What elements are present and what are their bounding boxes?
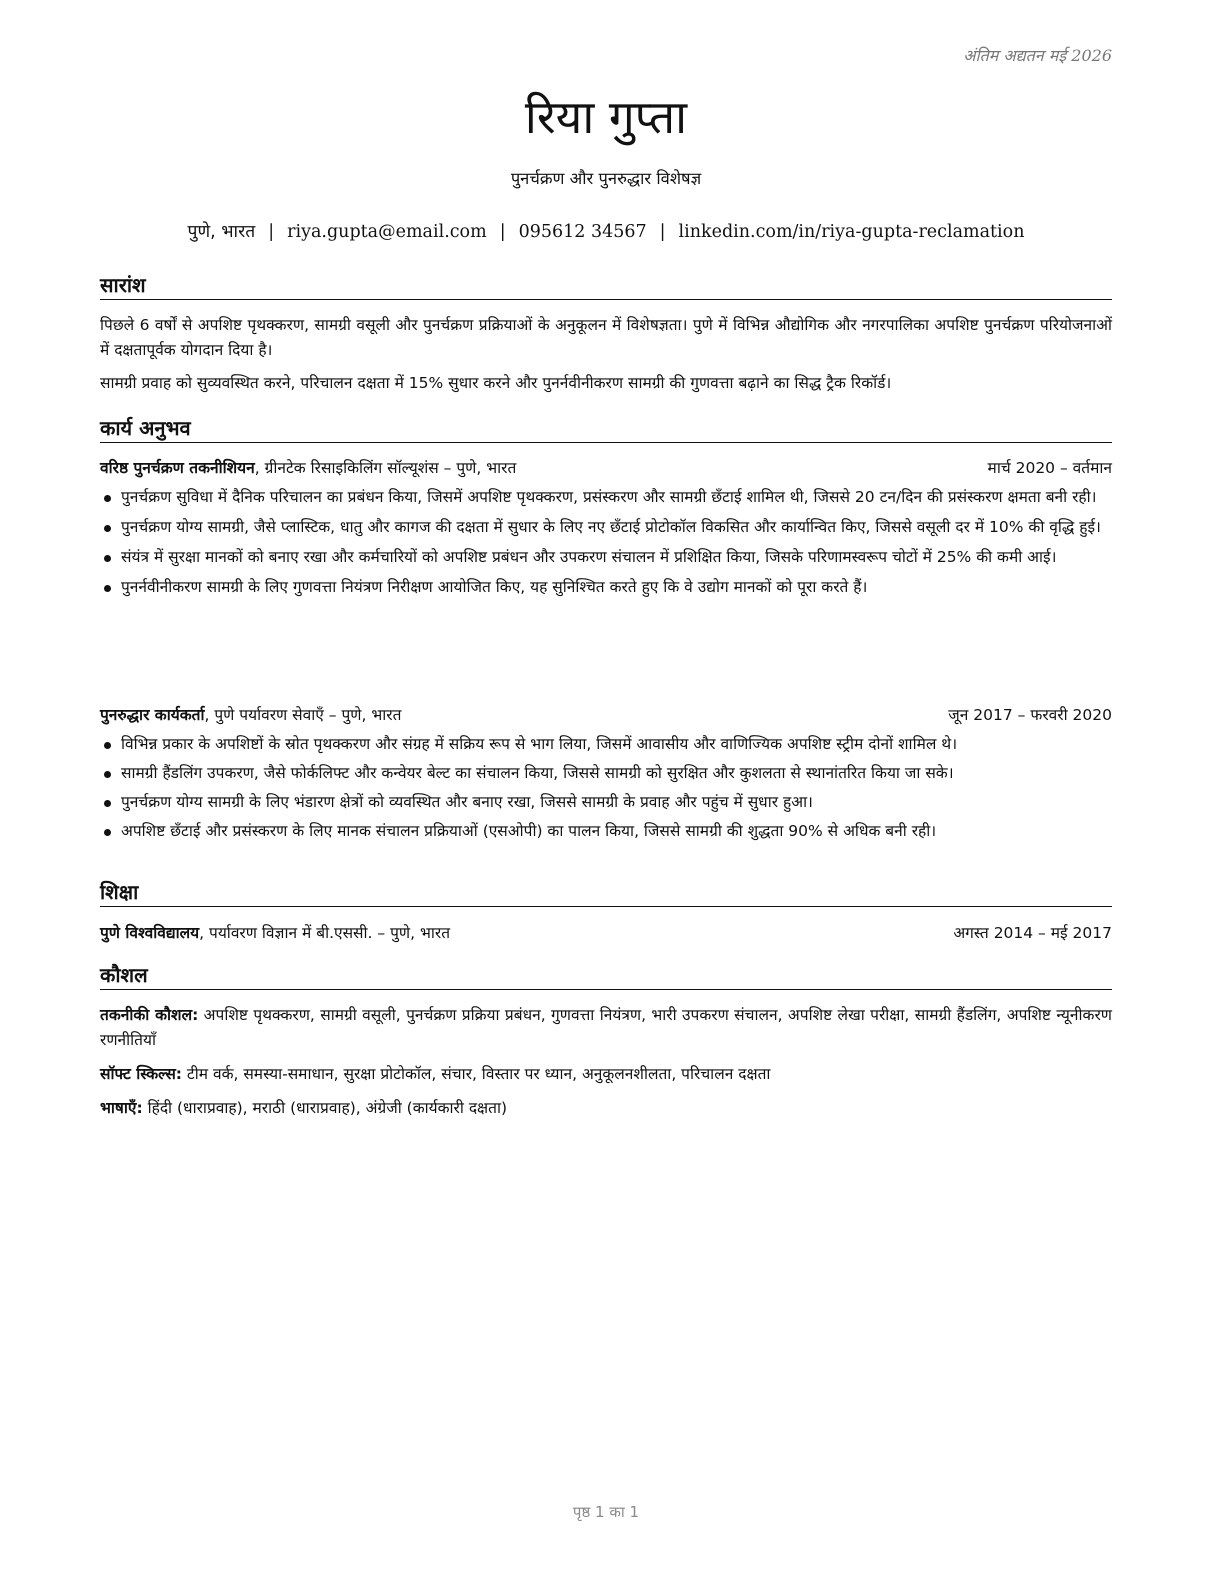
- list-item: सामग्री हैंडलिंग उपकरण, जैसे फोर्कलिफ्ट और कन्वेयर बेल्ट का संचालन किया, जिससे सामग्री को सुरक्षित और कुशलता से स्थानांतरित किया जा सके।: [100, 761, 1112, 786]
- last-updated: अंतिम अद्यतन मई 2026: [963, 46, 1112, 65]
- summary-heading: सारांश: [100, 272, 1112, 300]
- contact-separator: |: [268, 222, 275, 242]
- skills-technical: [100, 1003, 1112, 1053]
- summary-paragraph-1: पिछले 6 वर्षों से अपशिष्ट पृथक्करण, सामग्री वसूली और पुनर्चक्रण प्रक्रियाओं के अनुकूलन में विशेषज्ञता। पुणे में विभिन्न औद्योगिक और नगरपालिका अपशिष्ट पुनर्चक्रण परियोजनाओं में दक्षतापूर्वक योगदान दिया है।: [100, 316, 1112, 359]
- skills-languages: [100, 1096, 1112, 1121]
- job-dates: जून 2017 – फरवरी 2020: [948, 706, 1112, 724]
- contact-linkedin[interactable]: linkedin.com/in/riya-gupta-reclamation: [678, 222, 1025, 242]
- contact-location: पुणे, भारत: [187, 222, 256, 242]
- contact-line: [100, 220, 1112, 244]
- job-header-2: [100, 704, 1112, 726]
- education-dates: अगस्त 2014 – मई 2017: [953, 924, 1112, 942]
- job-header-1: [100, 457, 1112, 479]
- education-degree: , पर्यावरण विज्ञान में बी.एससी. – पुणे, भारत: [199, 924, 451, 942]
- job-bullets-2: [100, 732, 1112, 844]
- skills-soft-label: सॉफ्ट स्किल्स:: [100, 1065, 182, 1083]
- skills-technical-value: अपशिष्ट पृथक्करण, सामग्री वसूली, पुनर्चक्रण प्रक्रिया प्रबंधन, गुणवत्ता नियंत्रण, भारी उपकरण संचालन, अपशिष्ट लेखा परीक्षा, सामग्री हैंडलिंग, अपशिष्ट न्यूनीकरण रणनीतियाँ: [100, 1006, 1112, 1049]
- education-entry: [100, 922, 1112, 944]
- list-item: अपशिष्ट छँटाई और प्रसंस्करण के लिए मानक संचालन प्रक्रियाओं (एसओपी) का पालन किया, जिससे सामग्री की शुद्धता 90% से अधिक बनी रही।: [100, 819, 1112, 844]
- skills-soft-value: टीम वर्क, समस्या-समाधान, सुरक्षा प्रोटोकॉल, संचार, विस्तार पर ध्यान, अनुकूलनशीलता, परिचालन दक्षता: [182, 1065, 771, 1083]
- list-item: पुनर्चक्रण सुविधा में दैनिक परिचालन का प्रबंधन किया, जिसमें अपशिष्ट पृथक्करण, प्रसंस्करण और सामग्री छँटाई शामिल थी, जिससे 20 टन/दिन की प्रसंस्करण क्षमता बनी रही।: [100, 485, 1112, 510]
- job-bullets-1: [100, 485, 1112, 600]
- education-heading: शिक्षा: [100, 879, 1112, 907]
- resume-page: [100, 0, 1112, 1584]
- summary-paragraph-2: सामग्री प्रवाह को सुव्यवस्थित करने, परिचालन दक्षता में 15% सुधार करने और पुनर्नवीनीकरण सामग्री की गुणवत्ता बढ़ाने का सिद्ध ट्रैक रिकॉर्ड।: [100, 374, 892, 392]
- contact-email[interactable]: riya.gupta@email.com: [287, 222, 487, 242]
- job-company: , पुणे पर्यावरण सेवाएँ – पुणे, भारत: [204, 706, 402, 724]
- list-item: संयंत्र में सुरक्षा मानकों को बनाए रखा और कर्मचारियों को अपशिष्ट प्रबंधन और उपकरण संचालन में प्रशिक्षित किया, जिसके परिणामस्वरूप चोटों में 25% की कमी आई।: [100, 545, 1112, 570]
- skills-soft: [100, 1062, 1112, 1087]
- skills-technical-label: तकनीकी कौशल:: [100, 1006, 199, 1024]
- job-company: , ग्रीनटेक रिसाइकिलिंग सॉल्यूशंस – पुणे, भारत: [254, 459, 517, 477]
- skills-heading: कौशल: [100, 962, 1112, 990]
- list-item: पुनर्चक्रण योग्य सामग्री, जैसे प्लास्टिक, धातु और कागज की दक्षता में सुधार के लिए नए छँटाई प्रोटोकॉल विकसित और कार्यान्वित किए, जिससे वसूली दर में 10% की वृद्धि हुई।: [100, 515, 1112, 540]
- skills-languages-value: हिंदी (धाराप्रवाह), मराठी (धाराप्रवाह), अंग्रेजी (कार्यकारी दक्षता): [142, 1099, 508, 1117]
- contact-separator: |: [499, 222, 506, 242]
- contact-separator: |: [659, 222, 666, 242]
- candidate-name: रिया गुप्ता: [524, 90, 688, 144]
- contact-phone: 095612 34567: [518, 222, 647, 242]
- skills-languages-label: भाषाएँ:: [100, 1099, 143, 1117]
- job-role: वरिष्ठ पुनर्चक्रण तकनीशियन: [100, 459, 255, 477]
- page-number: पृष्ठ 1 का 1: [572, 1503, 640, 1521]
- job-dates: मार्च 2020 – वर्तमान: [987, 459, 1112, 477]
- list-item: विभिन्न प्रकार के अपशिष्टों के स्रोत पृथक्करण और संग्रह में सक्रिय रूप से भाग लिया, जिसमें आवासीय और वाणिज्यिक अपशिष्ट स्ट्रीम दोनों शामिल थे।: [100, 732, 1112, 757]
- job-role: पुनरुद्धार कार्यकर्ता: [100, 706, 205, 724]
- list-item: पुनर्नवीनीकरण सामग्री के लिए गुणवत्ता नियंत्रण निरीक्षण आयोजित किए, यह सुनिश्चित करते हुए कि वे उद्योग मानकों को पूरा करते हैं।: [100, 575, 1112, 600]
- candidate-title: पुनर्चक्रण और पुनरुद्धार विशेषज्ञ: [510, 169, 702, 188]
- list-item: पुनर्चक्रण योग्य सामग्री के लिए भंडारण क्षेत्रों को व्यवस्थित और बनाए रखा, जिससे सामग्री के प्रवाह और पहुंच में सुधार हुआ।: [100, 790, 1112, 815]
- education-institution: पुणे विश्वविद्यालय: [100, 924, 200, 942]
- experience-heading: कार्य अनुभव: [100, 415, 1112, 443]
